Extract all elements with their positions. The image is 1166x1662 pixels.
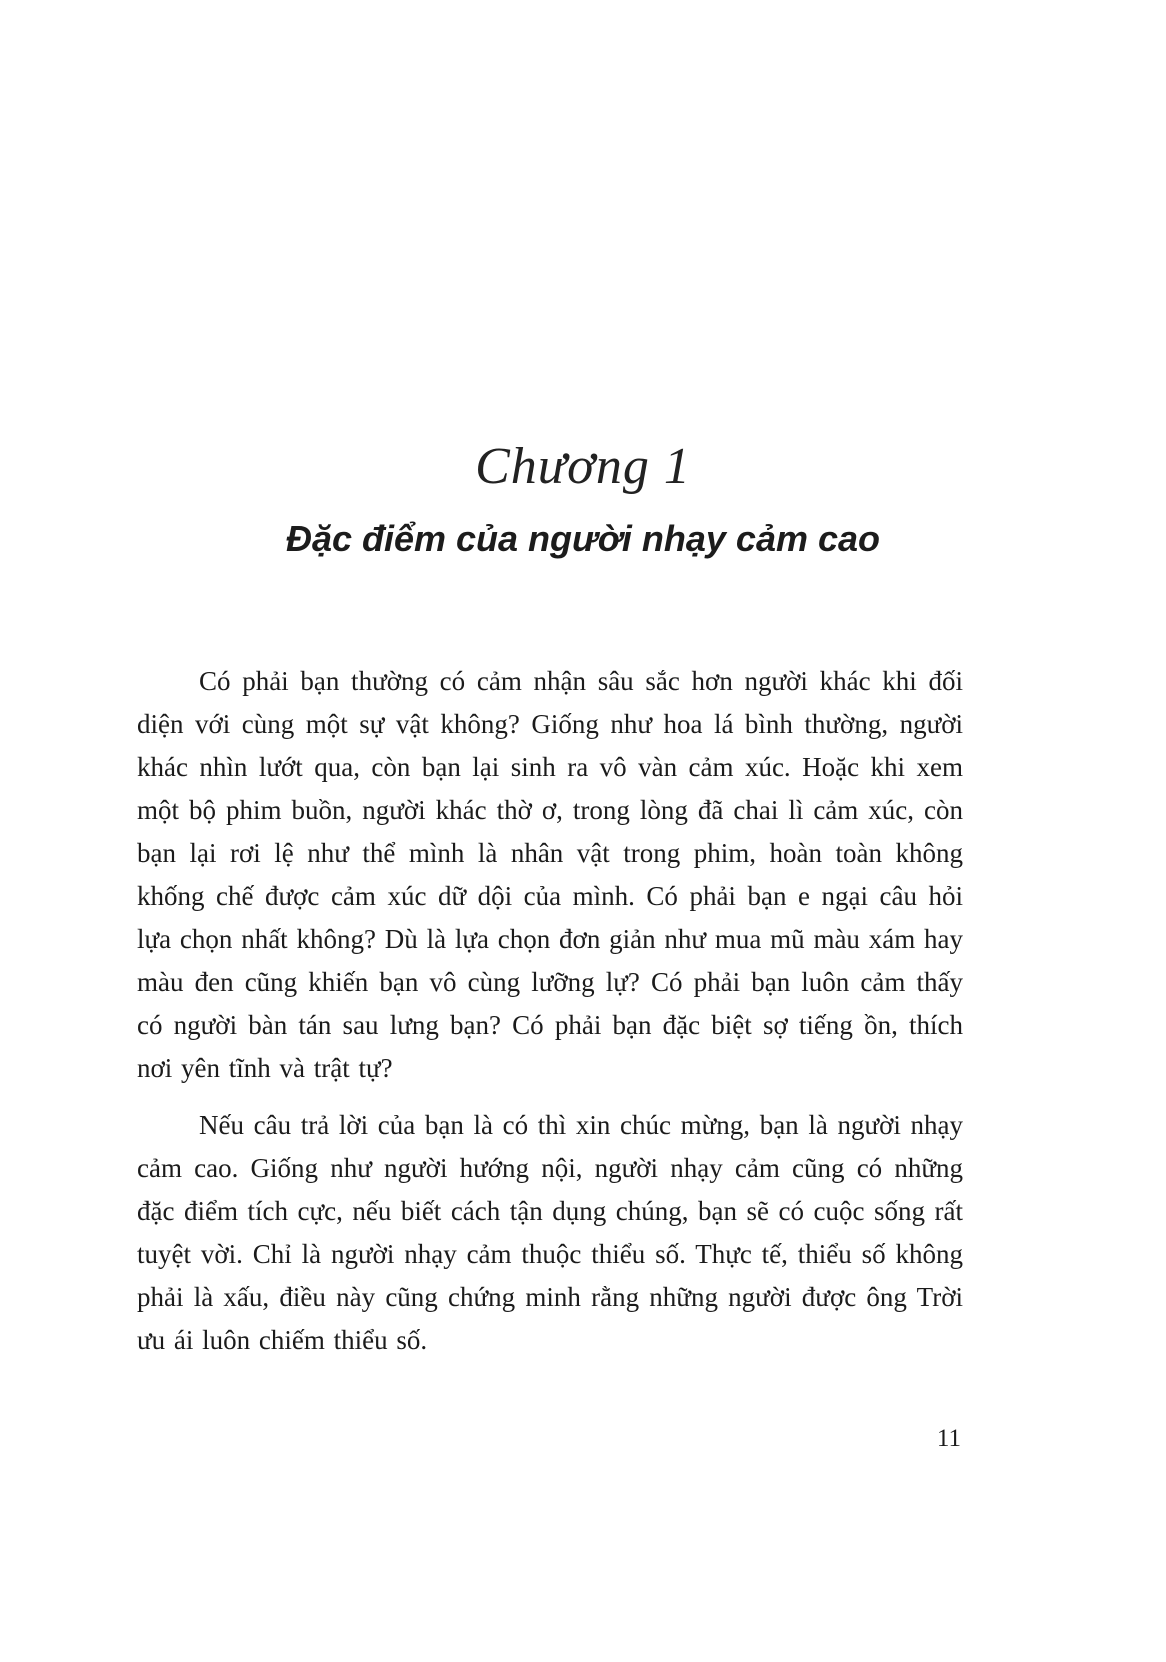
- chapter-number: Chương 1: [475, 438, 691, 495]
- chapter-heading: [0, 438, 1166, 560]
- chapter-title: Đặc điểm của người nhạy cảm cao: [285, 518, 881, 560]
- paragraph-2: Nếu câu trả lời của bạn là có thì xin chúc mừng, bạn là người nhạy cảm cao. Giống như người hướng nội, người nhạy cảm cũng có những đặc điểm tích cực, nếu biết cách tận dụng chúng, bạn sẽ có cuộc sống rất tuyệt vời. Chỉ là người nhạy cảm thuộc thiểu số. Thực tế, thiểu số không phải là xấu, điều này cũng chứng minh rằng những người được ông Trời ưu ái luôn chiếm thiểu số.: [137, 1110, 963, 1355]
- body-text: [137, 660, 963, 1376]
- paragraph-1: Có phải bạn thường có cảm nhận sâu sắc hơn người khác khi đối diện với cùng một sự vật không? Giống như hoa lá bình thường, người khác nhìn lướt qua, còn bạn lại sinh ra vô vàn cảm xúc. Hoặc khi xem một bộ phim buồn, người khác thờ ơ, trong lòng đã chai lì cảm xúc, còn bạn lại rơi lệ như thể mình là nhân vật trong phim, hoàn toàn không khống chế được cảm xúc dữ dội của mình. Có phải bạn e ngại câu hỏi lựa chọn nhất không? Dù là lựa chọn đơn giản như mua mũ màu xám hay màu đen cũng khiến bạn vô cùng lưỡng lự? Có phải bạn luôn cảm thấy có người bàn tán sau lưng bạn? Có phải bạn đặc biệt sợ tiếng ồn, thích nơi yên tĩnh và trật tự?: [137, 666, 963, 1083]
- page-number: 11: [936, 1425, 961, 1452]
